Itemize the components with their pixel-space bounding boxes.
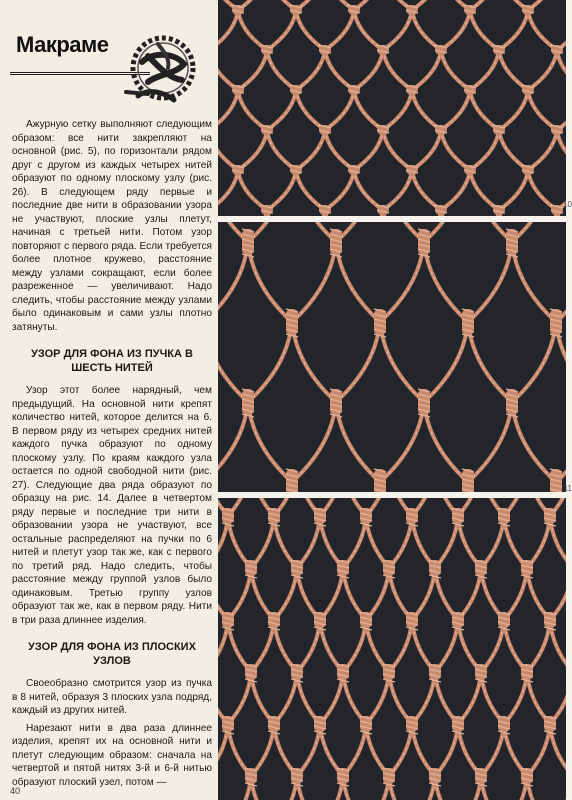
page-number: 40	[10, 786, 21, 796]
macrame-photo-six-thread-pattern	[218, 222, 566, 492]
edge-mark: 10	[563, 200, 572, 209]
section-paragraph: Узор этот более нарядный, чем предыдущий. На основной нити крепят количество нитей, которое делится на 6. В первом ряду из четырех средних нитей каждого пучка образуют по одному плоскому узлу. По краям каждого узла остается по одной свободной нити (рис. 27). Следующие два ряда образуют по образцу на рис. 14. Далее в четвертом ряду первые и последние три нити в образовании узора не участвуют, все остальные распределяют на пучки по 6 нитей и плетут узор так же, как с первого по третий ряд. Надо следить, чтобы расстояние между группой узлов было одинаковым. Третью группу узлов образуют так же, как в первом ряду. Нити в три раза длиннее изделия.	[12, 385, 212, 626]
macrame-photo-flat-knot-pattern	[218, 498, 566, 800]
photo-column	[218, 0, 572, 800]
edge-mark: 11	[563, 484, 572, 493]
rope-knot-icon	[118, 22, 208, 112]
intro-paragraph: Ажурную сетку выполняют следующим образом: все нити закрепляют на основной (рис. 5), по горизонтали рядом друг с другом из каждых четырех нитей образуют по одному плоскому узлу (рис. 26). В следующем ряду первые и последние две нити в образовании узора не участвуют, плоские узлы плетут, начиная с третьей нити. Потом узор повторяют с первого ряда. Если требуется более плотное кружево, расстояние между узлами сокращают, если более разреженное — увеличивают. Надо следить, чтобы расстояние между узлами было одинаковым и сами узлы плотно затянуты.	[12, 119, 212, 333]
section-paragraph: Нарезают нити в два раза длиннее изделия, крепят их на основной нити и плетут следующим образом: сначала на четвертой и пятой нитях 3-й и 6-й нитью образуют плоский узел, потом —	[12, 722, 212, 788]
page-header	[10, 22, 210, 107]
section-paragraph: Своеобразно смотрится узор из пучка в 8 нитей, образуя 3 плоских узла подряд, каждый из других нитей.	[12, 678, 212, 716]
macrame-photo-openwork-mesh	[218, 0, 566, 216]
page-title: Макраме	[16, 32, 109, 57]
section-heading: УЗОР ДЛЯ ФОНА ИЗ ПУЧКА В ШЕСТЬ НИТЕЙ	[31, 348, 193, 374]
article-text	[12, 118, 212, 789]
section-heading: УЗОР ДЛЯ ФОНА ИЗ ПЛОСКИХ УЗЛОВ	[28, 641, 196, 667]
